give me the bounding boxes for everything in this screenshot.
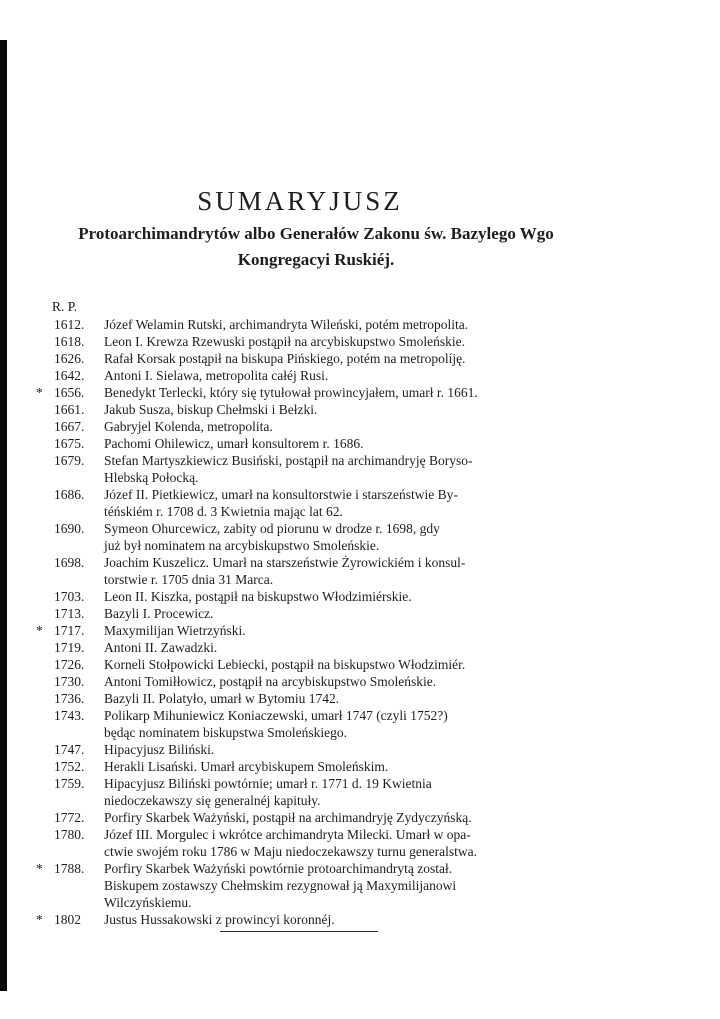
entry-text <box>104 741 578 758</box>
entry-text <box>104 826 578 860</box>
entry-text-line: Biskupem zostawszy Chełmskim rezygnował ją Maxymilijanowi <box>104 878 457 893</box>
scan-page-edge <box>0 40 7 991</box>
entry-year: 1717. <box>54 623 85 638</box>
entry-year: 1656. <box>54 385 85 400</box>
entry-text-line: Józef Welamin Rutski, archimandryta Wileński, potém metropolita. <box>104 317 469 332</box>
entry-text-line: Rafał Korsak postąpił na biskupa Pińskiego, potém na metropolíję. <box>104 351 466 366</box>
entry-text-line: Korneli Stołpowicki Lebiecki, postąpił na biskupstwo Włodzimiér. <box>104 657 466 672</box>
asterisk-mark: * <box>36 912 43 927</box>
entry-text <box>104 690 578 707</box>
entry-text-line: Porfiry Skarbek Ważyński powtórnie protoarchimandrytą został. <box>104 861 453 876</box>
entry-year: 1726. <box>54 657 85 672</box>
entry-text-line: Justus Hussakowski z prowincyi koronnéj. <box>104 912 335 927</box>
subtitle-line-2: Kongregacyi Ruskiéj. <box>237 250 395 269</box>
entry-text-line: téńskiém r. 1708 d. 3 Kwietnia mając lat 62. <box>104 504 343 519</box>
entry-text-line: Józef III. Morgulec i wkrótce archimandryta Milecki. Umarł w opa- <box>104 827 471 842</box>
asterisk-mark: * <box>36 623 43 638</box>
subtitle-line-1: Protoarchimandrytów albo Generałów Zakonu św. Bazylego Wgo <box>78 224 554 243</box>
entry-text <box>104 418 578 435</box>
asterisk-mark: * <box>36 861 43 876</box>
entry-text <box>104 384 578 401</box>
entry-text <box>104 401 578 418</box>
entry-year: 1618. <box>54 334 85 349</box>
entry-text <box>104 639 578 656</box>
entry-text <box>104 673 578 690</box>
entry-year: 1612. <box>54 317 85 332</box>
entry-text-line: Jakub Susza, biskup Chełmski i Bełzki. <box>104 402 318 417</box>
entry-year: 1703. <box>54 589 85 604</box>
entry-year: 1772. <box>54 810 85 825</box>
entry-text-line: Gabryjel Kolenda, metropolita. <box>104 419 273 434</box>
entry-year: 1780. <box>54 827 85 842</box>
entry-year: 1667. <box>54 419 85 434</box>
entry-text-line: niedoczekawszy się generalnéj kapituły. <box>104 793 321 808</box>
entry-text <box>104 775 578 809</box>
entry-text <box>104 605 578 622</box>
entry-text-line: już był nominatem na arcybiskupstwo Smoleńskie. <box>104 538 380 553</box>
closing-rule <box>220 931 378 932</box>
entry-text <box>104 707 578 741</box>
entry-text-line: Bazyli I. Procewicz. <box>104 606 214 621</box>
entry-year: 1698. <box>54 555 85 570</box>
entry-text-line: Wilczyńskiemu. <box>104 895 192 910</box>
entry-text-line: Maxymilijan Wietrzyński. <box>104 623 246 638</box>
entry-text <box>104 486 578 520</box>
entry-year: 1675. <box>54 436 85 451</box>
asterisk-mark: * <box>36 385 43 400</box>
entry-year: 1642. <box>54 368 85 383</box>
entry-text <box>104 758 578 775</box>
entry-text-line: ctwie swojém roku 1786 w Maju niedoczekawszy turnu generalstwa. <box>104 844 478 859</box>
entry-text-line: Polikarp Mihuniewicz Koniaczewski, umarł 1747 (czyli 1752?) <box>104 708 448 723</box>
entry-text-line: Herakli Lisański. Umarł arcybiskupem Smoleńskim. <box>104 759 389 774</box>
entry-text-line: Józef II. Pietkiewicz, umarł na konsultorstwie i starszeństwie By- <box>104 487 458 502</box>
entry-text-line: Antoni II. Zawadzki. <box>104 640 218 655</box>
entry-year: 1759. <box>54 776 85 791</box>
entry-text <box>104 520 578 554</box>
entry-text <box>104 656 578 673</box>
entry-year: 1788. <box>54 861 85 876</box>
entry-year: 1713. <box>54 606 85 621</box>
entry-year: 1743. <box>54 708 85 723</box>
entry-text-line: Leon II. Kiszka, postąpił na biskupstwo Włodzimiérskie. <box>104 589 412 604</box>
entry-year: 1752. <box>54 759 85 774</box>
entry-text-line: Stefan Martyszkiewicz Busiński, postąpił na archimandryję Boryso- <box>104 453 473 468</box>
entry-text <box>104 350 578 367</box>
entry-year: 1730. <box>54 674 85 689</box>
page-title: SUMARYJUSZ <box>197 186 403 216</box>
entry-text-line: Leon I. Krewza Rzewuski postąpił na arcybiskupstwo Smoleńskie. <box>104 334 466 349</box>
entry-text-line: Pachomi Ohilewicz, umarł konsultorem r. 1686. <box>104 436 364 451</box>
entry-text <box>104 554 578 588</box>
entry-year: 1661. <box>54 402 85 417</box>
entry-text-line: Hipacyjusz Biliński. <box>104 742 215 757</box>
entry-year: 1626. <box>54 351 85 366</box>
column-header-rp: R. P. <box>52 299 78 314</box>
entry-year: 1802 <box>54 912 81 927</box>
entry-text-line: Hipacyjusz Biliński powtórnie; umarł r. 1771 d. 19 Kwietnia <box>104 776 432 791</box>
entry-text <box>104 367 578 384</box>
entry-text-line: torstwie r. 1705 dnia 31 Marca. <box>104 572 274 587</box>
entry-text-line: Porfiry Skarbek Ważyński, postąpił na archimandryję Zydyczyńską. <box>104 810 472 825</box>
entry-text <box>104 911 578 928</box>
entry-year: 1736. <box>54 691 85 706</box>
entry-year: 1690. <box>54 521 85 536</box>
entry-year: 1679. <box>54 453 85 468</box>
entry-year: 1686. <box>54 487 85 502</box>
entry-year: 1719. <box>54 640 85 655</box>
entry-text <box>104 860 578 911</box>
entry-text-line: Hlebską Połocką. <box>104 470 199 485</box>
entry-text-line: będąc nominatem biskupstwa Smoleńskiego. <box>104 725 347 740</box>
entry-text-line: Joachim Kuszelicz. Umarł na starszeństwie Żyrowickiém i konsul- <box>104 555 466 570</box>
entry-text-line: Symeon Ohurcewicz, zabity od piorunu w drodze r. 1698, gdy <box>104 521 440 536</box>
entry-text-line: Benedykt Terlecki, który się tytułował prowincyjałem, umarł r. 1661. <box>104 385 478 400</box>
entry-text <box>104 452 578 486</box>
entry-text <box>104 333 578 350</box>
entry-year: 1747. <box>54 742 85 757</box>
entry-text <box>104 588 578 605</box>
entry-text-line: Antoni Tomiłłowicz, postąpił na arcybiskupstwo Smoleńskie. <box>104 674 437 689</box>
entry-text <box>104 316 578 333</box>
entry-text-line: Bazyli II. Polatyło, umarł w Bytomiu 1742. <box>104 691 340 706</box>
entry-text <box>104 435 578 452</box>
entry-text-line: Antoni I. Sielawa, metropolita całéj Rusi. <box>104 368 329 383</box>
entry-text <box>104 622 578 639</box>
entry-text <box>104 809 578 826</box>
